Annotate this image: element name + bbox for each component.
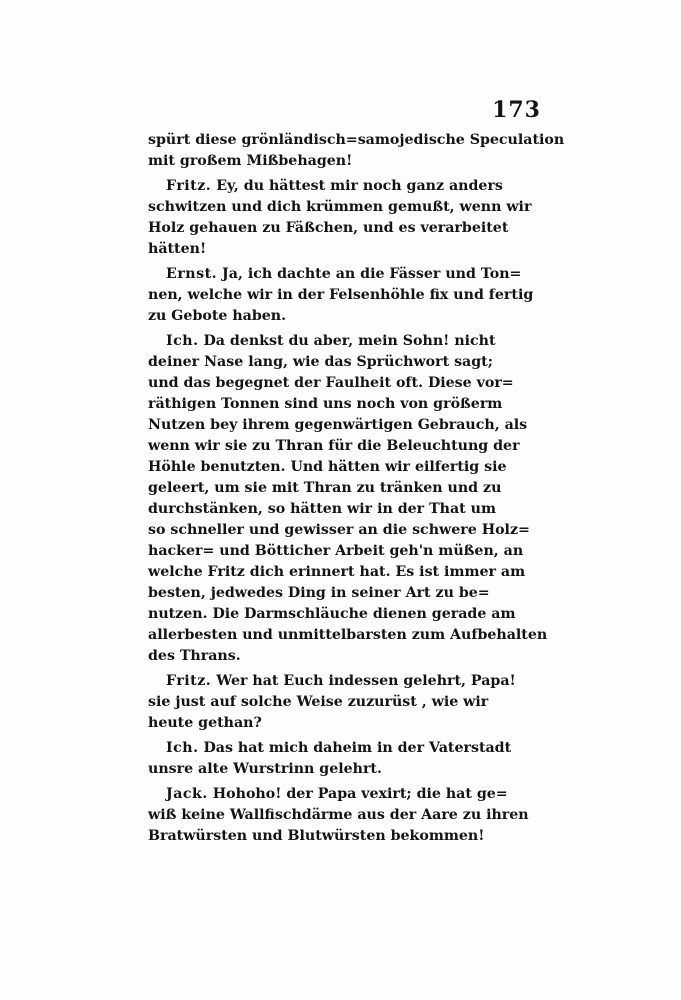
text-line: Fritz. Wer hat Euch indessen gelehrt, Papa! xyxy=(166,673,516,689)
text-line: nutzen. Die Darmschläuche dienen gerade am xyxy=(148,606,516,622)
text-line: allerbesten und unmittelbarsten zum Aufbehalten xyxy=(148,627,548,643)
speaker-name: Jack. xyxy=(166,786,208,802)
text-line: besten, jedwedes Ding in seiner Art zu be= xyxy=(148,585,490,601)
text-line: mit großem Mißbehagen! xyxy=(148,153,353,169)
text-line: Ich. Das hat mich daheim in der Vaterstadt xyxy=(166,740,512,756)
speaker-name: Ich. xyxy=(166,740,199,756)
text-line: Höhle benutzten. Und hätten wir eilfertig sie xyxy=(148,459,507,475)
text-line: hätten! xyxy=(148,241,207,257)
text-line: Jack. Hohoho! der Papa vexirt; die hat ge= xyxy=(166,786,508,802)
text-line: nen, welche wir in der Felsenhöhle fix und fertig xyxy=(148,287,534,303)
text-line: Ernst. Ja, ich dachte an die Fässer und Ton= xyxy=(166,266,522,282)
text-line: Bratwürsten und Blutwürsten bekommen! xyxy=(148,828,485,844)
text-line: schwitzen und dich krümmen gemußt, wenn wir xyxy=(148,199,532,215)
text-line: zu Gebote haben. xyxy=(148,308,287,324)
text-line: spürt diese grönländisch=samojedische Speculation xyxy=(148,132,565,148)
text-line: so schneller und gewisser an die schwere Holz= xyxy=(148,522,530,538)
text-line: des Thrans. xyxy=(148,648,241,664)
speaker-name: Ernst. xyxy=(166,266,218,282)
text-line: deiner Nase lang, wie das Sprüchwort sagt; xyxy=(148,354,493,370)
text-line: Ich. Da denkst du aber, mein Sohn! nicht xyxy=(166,333,496,349)
text-line: heute gethan? xyxy=(148,715,262,731)
text-line: welche Fritz dich erinnert hat. Es ist immer am xyxy=(148,564,526,580)
text-line: räthigen Tonnen sind uns noch von größerm xyxy=(148,396,503,412)
body-text xyxy=(148,130,565,847)
text-line: und das begegnet der Faulheit oft. Diese vor= xyxy=(148,375,514,391)
text-line: sie just auf solche Weise zuzurüst , wie wir xyxy=(148,694,489,710)
page-number: 173 xyxy=(492,97,541,123)
text-line: unsre alte Wurstrinn gelehrt. xyxy=(148,761,382,777)
text-line: wiß keine Wallfischdärme aus der Aare zu ihren xyxy=(148,807,529,823)
text-line: wenn wir sie zu Thran für die Beleuchtung der xyxy=(148,438,520,454)
speaker-name: Ich. xyxy=(166,333,199,349)
text-line: Fritz. Ey, du hättest mir noch ganz anders xyxy=(166,178,503,194)
text-line: Holz gehauen zu Fäßchen, und es verarbeitet xyxy=(148,220,509,236)
speaker-name: Fritz. xyxy=(166,673,212,689)
text-line: geleert, um sie mit Thran zu tränken und zu xyxy=(148,480,502,496)
text-line: durchstänken, so hätten wir in der That um xyxy=(148,501,496,517)
speaker-name: Fritz. xyxy=(166,178,212,194)
text-line: Nutzen bey ihrem gegenwärtigen Gebrauch, als xyxy=(148,417,528,433)
text-line: hacker= und Bötticher Arbeit geh'n müßen, an xyxy=(148,543,524,559)
